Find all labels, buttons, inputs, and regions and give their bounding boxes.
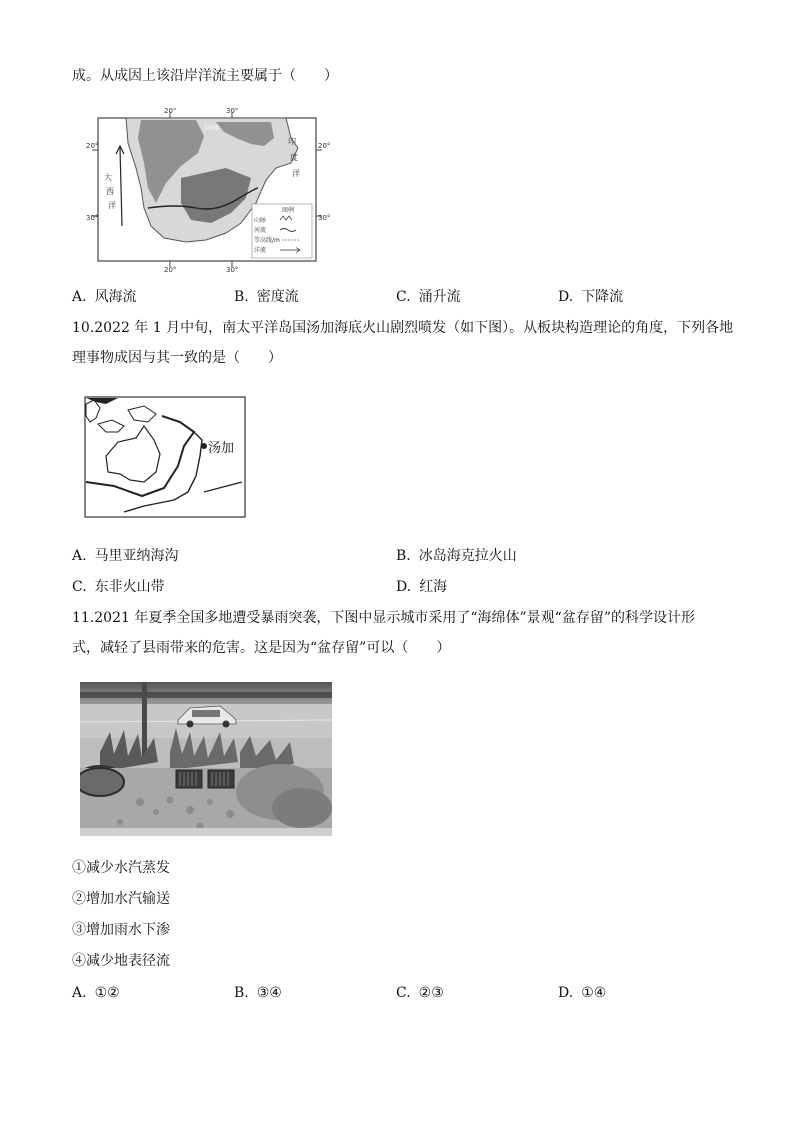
- map-legend: [252, 204, 312, 258]
- q11-statement-4: ④减少地表径流: [72, 953, 170, 969]
- ocean-label-right-3: 洋: [292, 169, 300, 178]
- q10-stem-line1: 10.2022 年 1 月中旬，南太平洋岛国汤加海底火山剧烈喷发（如下图）。从板块构造理论的角度，下列各地: [72, 320, 734, 336]
- q10-option-a[interactable]: A. 马里亚纳海沟: [72, 548, 179, 564]
- legend-title: 图例: [282, 207, 295, 214]
- q9-option-c[interactable]: C. 涌升流: [396, 289, 461, 305]
- southern-africa-map: [86, 108, 330, 274]
- lon-label-20-bottom: 20°: [164, 266, 177, 274]
- tonga-plate-map: [84, 396, 246, 518]
- q9-option-d[interactable]: D. 下降流: [558, 289, 624, 305]
- legend-item-current: 洋流: [254, 247, 267, 254]
- legend-item-contour: 等高线/m: [254, 237, 280, 244]
- q10-stem-line2: 理事物成因与其一致的是（ ）: [72, 350, 282, 366]
- contour-label: 1000: [204, 125, 220, 132]
- ocean-label-left-1: 大: [104, 173, 112, 182]
- ocean-label-left-3: 洋: [108, 201, 116, 210]
- lon-label-30-bottom: 30°: [226, 266, 239, 274]
- q10-option-d[interactable]: D. 红海: [396, 579, 448, 595]
- q11-option-d[interactable]: D. ①④: [558, 985, 607, 1001]
- lon-label-30-top: 30°: [226, 108, 239, 115]
- q9-option-a[interactable]: A. 风海流: [72, 289, 137, 305]
- ocean-label-left-2: 西: [106, 187, 114, 196]
- q11-stem-line2: 式，减轻了县雨带来的危害。这是因为“盆存留”可以（ ）: [72, 640, 451, 656]
- q11-statement-2: ②增加水汽输送: [72, 891, 170, 907]
- q11-option-b[interactable]: B. ③④: [234, 985, 282, 1001]
- q11-statement-3: ③增加雨水下渗: [72, 922, 170, 938]
- q9-stem-tail: 成。从成因上该沿岸洋流主要属于（ ）: [72, 68, 338, 84]
- lat-label-20-left: 20°: [86, 142, 99, 150]
- tonga-label: 汤加: [208, 441, 235, 456]
- lat-label-30-left: 30°: [86, 214, 99, 222]
- legend-item-river: 河流: [254, 227, 267, 234]
- lat-label-20-right: 20°: [318, 142, 330, 150]
- ocean-label-right-2: 度: [290, 153, 298, 162]
- ocean-label-right-1: 印: [288, 137, 296, 146]
- q11-stem-line1: 11.2021 年夏季全国多地遭受暴雨突袭，下图中显示城市采用了“海绵体”景观“盆存留”的科学设计形: [72, 610, 695, 626]
- q10-option-c[interactable]: C. 东非火山带: [72, 579, 165, 595]
- q9-option-b[interactable]: B. 密度流: [234, 289, 299, 305]
- q10-option-b[interactable]: B. 冰岛海克拉火山: [396, 548, 517, 564]
- q11-option-c[interactable]: C. ②③: [396, 985, 444, 1001]
- sponge-city-photo: [80, 682, 332, 836]
- lat-label-30-right: 30°: [318, 214, 330, 222]
- q11-statement-1: ①减少水汽蒸发: [72, 860, 170, 876]
- q11-option-a[interactable]: A. ①②: [72, 985, 120, 1001]
- lon-label-20-top: 20°: [164, 108, 177, 115]
- legend-item-mountain: 山脉: [254, 217, 267, 224]
